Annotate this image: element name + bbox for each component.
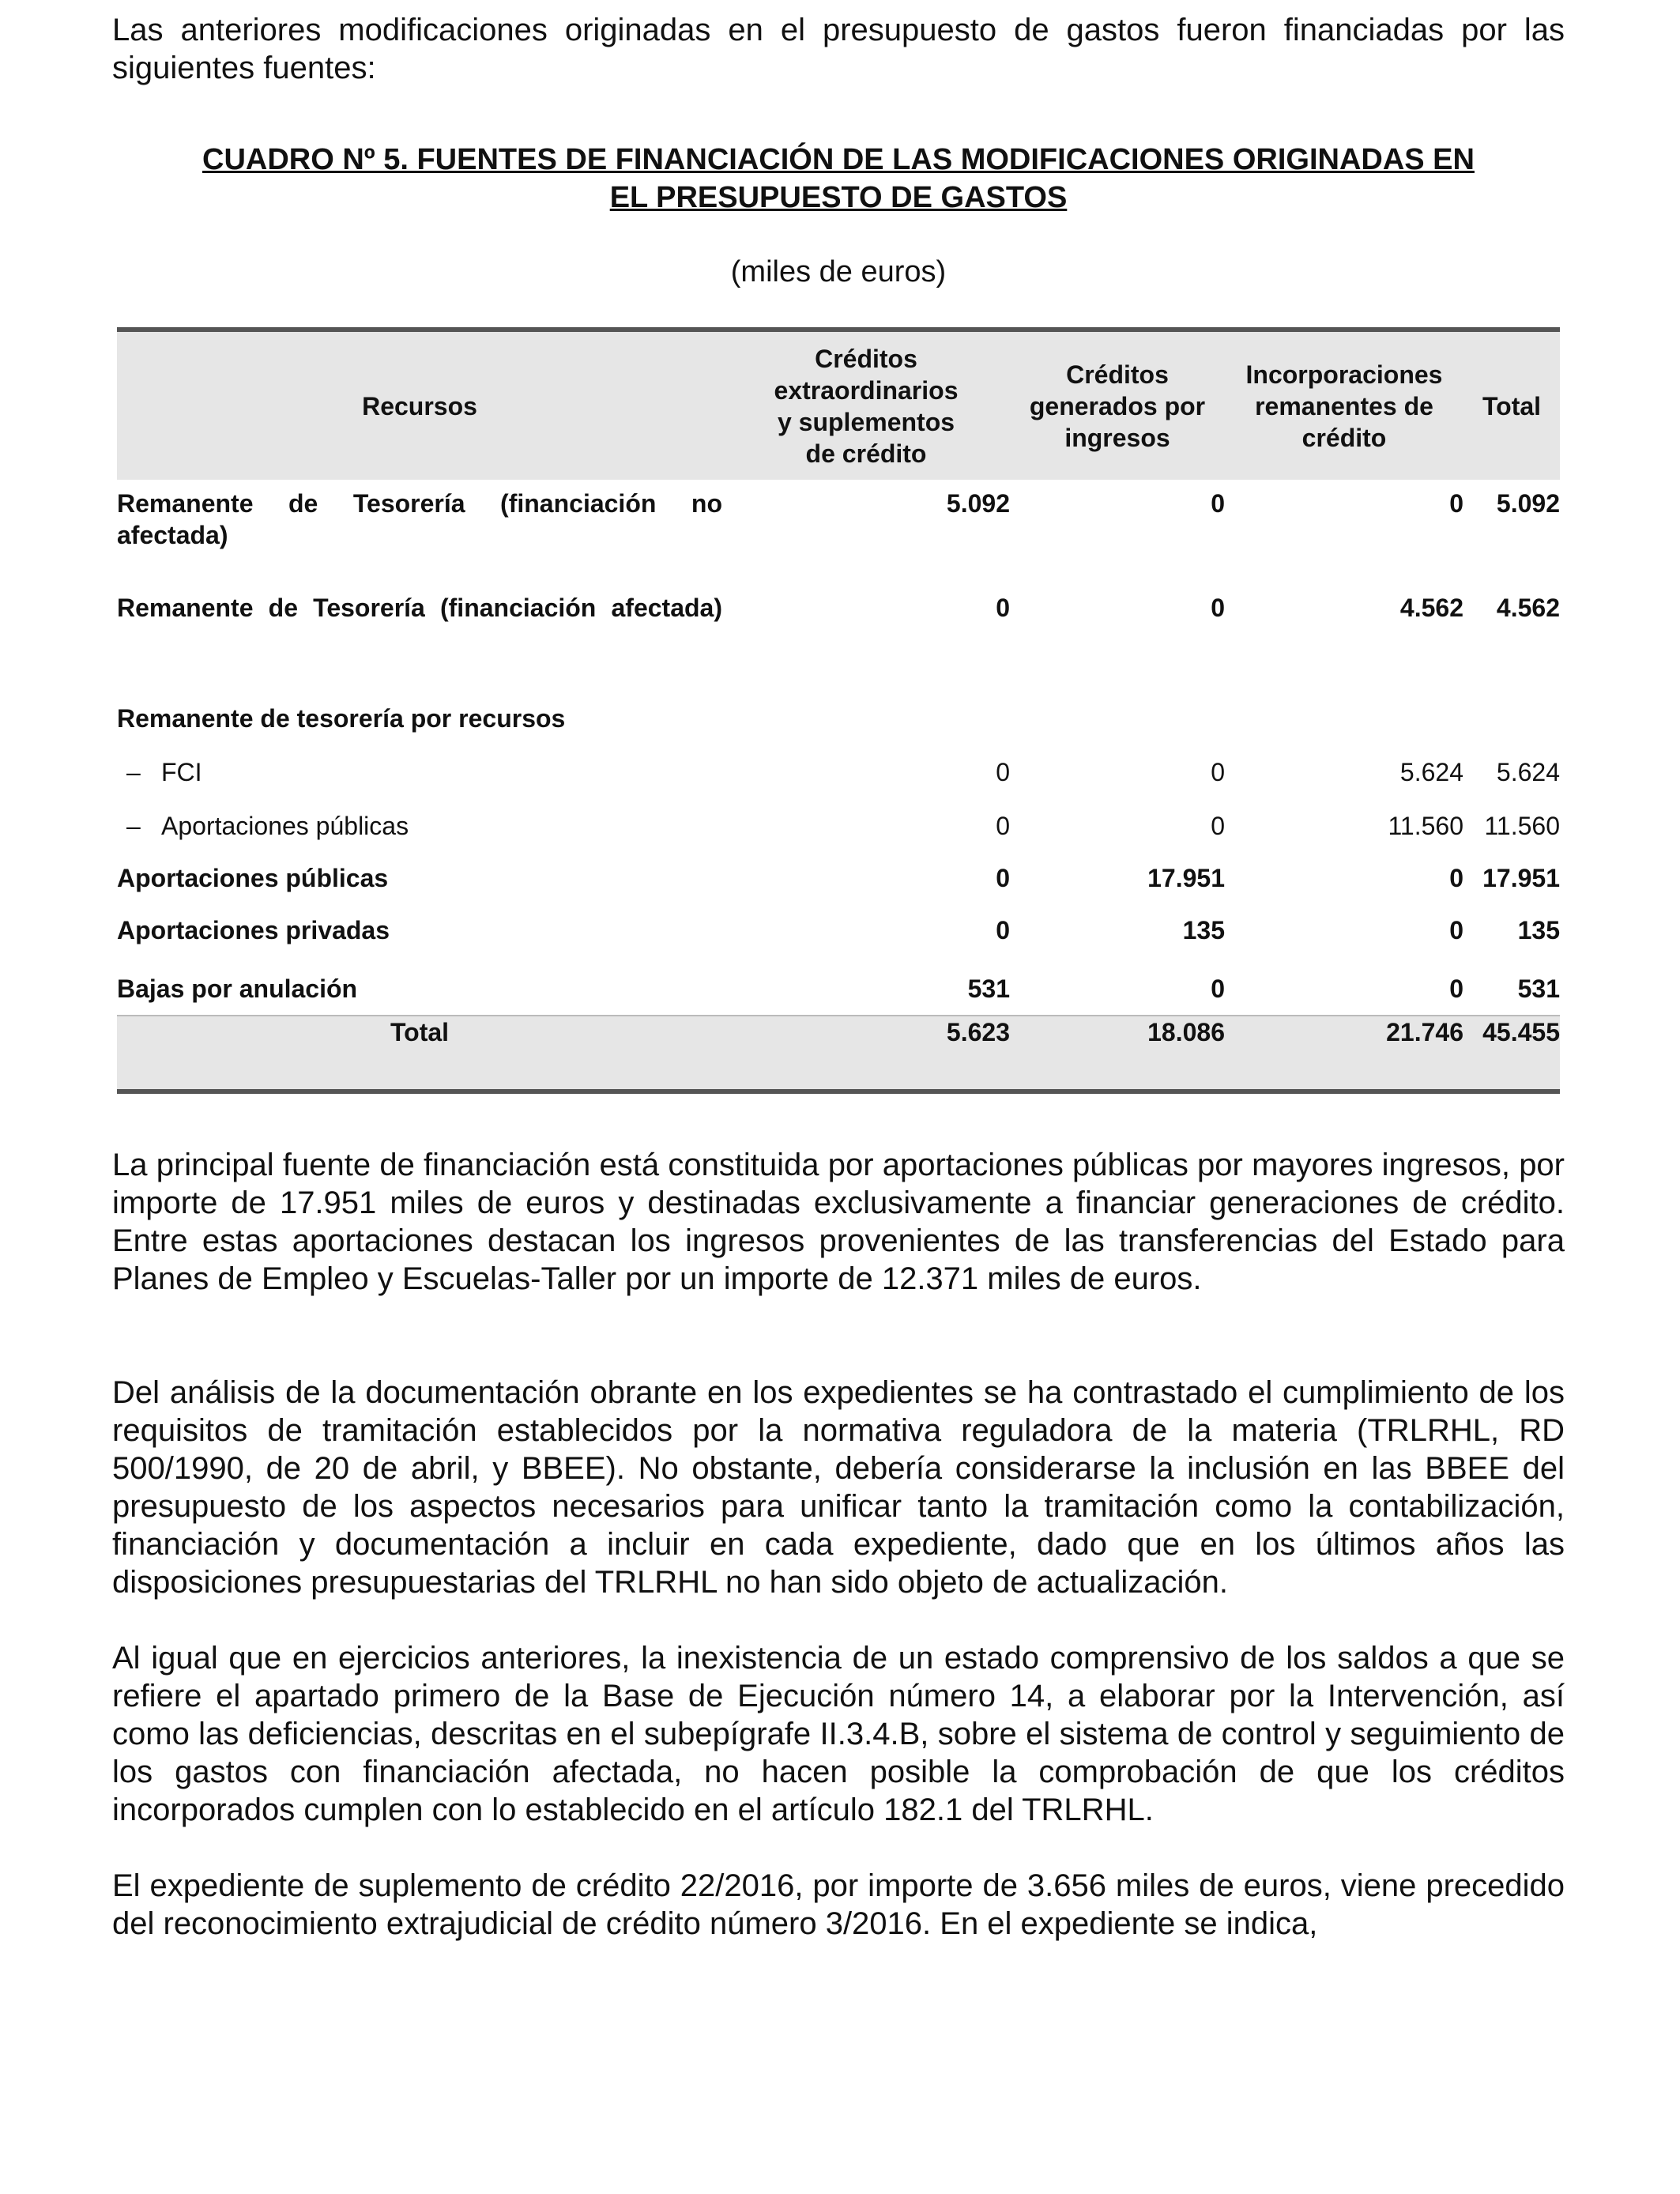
table-title-line1: CUADRO Nº 5. FUENTES DE FINANCIACIÓN DE LAS MODIFICACIONES ORIGINADAS EN (202, 143, 1475, 176)
total-label: Total (390, 1018, 450, 1046)
table-row (117, 756, 1560, 810)
body-paragraph-4: El expediente de suplemento de crédito 22/2016, por importe de 3.656 miles de euros, viene precedido del reconocimiento extrajudicial de crédito número 3/2016. En el expediente se indica, (112, 1868, 1565, 1941)
header-recursos: Recursos (362, 391, 477, 420)
dash-bullet: – (126, 812, 141, 840)
cell-value: 0 (1449, 974, 1463, 1003)
cell-value: 11.560 (1484, 812, 1560, 840)
cell-value: 5.092 (1496, 489, 1560, 518)
table-units: (miles de euros) (730, 255, 947, 288)
row-label: Remanente de Tesorería (financiación afectada) (117, 594, 722, 622)
cell-value: 0 (1449, 489, 1463, 518)
dash-bullet: – (126, 758, 141, 786)
row-label: Aportaciones públicas (117, 864, 389, 892)
cell-value: 0 (1211, 758, 1225, 786)
row-label: Remanente de tesorería por recursos (117, 704, 566, 733)
header-creditos-generados: Créditos generados por ingresos (1029, 360, 1206, 452)
header-incorporaciones: Incorporaciones remanentes de crédito (1245, 360, 1443, 452)
cell-value: 5.624 (1399, 758, 1463, 786)
cell-value: 5.092 (946, 489, 1010, 518)
total-value: 5.623 (946, 1018, 1010, 1046)
cell-value: 531 (967, 974, 1010, 1003)
table-row (117, 703, 1560, 756)
cell-value: 0 (1211, 489, 1225, 518)
table-row (117, 480, 1560, 592)
cell-value: 0 (1449, 864, 1463, 892)
cell-value: 17.951 (1482, 864, 1560, 892)
cell-value: 0 (996, 864, 1010, 892)
total-value: 18.086 (1147, 1018, 1225, 1046)
row-label: – Aportaciones públicas (126, 812, 409, 840)
table-total-row (117, 1016, 1560, 1091)
total-value: 21.746 (1386, 1018, 1463, 1046)
cell-value: 0 (996, 758, 1010, 786)
cell-value: 0 (996, 916, 1010, 944)
table-row (117, 592, 1560, 703)
row-label: Bajas por anulación (117, 974, 358, 1003)
cell-value: 0 (996, 594, 1010, 622)
row-label: Remanente de Tesorería (financiación no afectada) (117, 489, 722, 549)
cell-value: 0 (1211, 812, 1225, 840)
row-label: – FCI (126, 758, 202, 786)
table-row (117, 862, 1560, 914)
table-row (117, 914, 1560, 973)
body-paragraph-1: La principal fuente de financiación está constituida por aportaciones públicas por mayores ingresos, por importe de 17.951 miles de euros y destinadas exclusivamente a financiar generaciones de crédito. Entre estas aportaciones destacan los ingresos provenientes de las transferencias del Estado para Planes de Empleo y Escuelas-Taller por un importe de 12.371 miles de euros. (112, 1148, 1565, 1296)
table-header-row (117, 330, 1560, 480)
table-row (117, 810, 1560, 862)
cell-value: 0 (1211, 594, 1225, 622)
row-label: Aportaciones privadas (117, 916, 390, 944)
total-value: 45.455 (1482, 1018, 1560, 1046)
cell-value: 135 (1182, 916, 1225, 944)
header-total: Total (1482, 391, 1542, 420)
cell-value: 0 (1449, 916, 1463, 944)
cell-value: 0 (996, 812, 1010, 840)
body-paragraph-3: Al igual que en ejercicios anteriores, la inexistencia de un estado comprensivo de los saldos a que se refiere el apartado primero de la Base de Ejecución número 14, a elaborar por la Intervención, así como las deficiencias, descritas en el subepígrafe II.3.4.B, sobre el sistema de control y seguimiento de los gastos con financiación afectada, no hacen posible la comprobación de que los créditos incorporados cumplen con lo establecido en el artículo 182.1 del TRLRHL. (112, 1641, 1565, 1827)
cell-value: 531 (1517, 974, 1560, 1003)
cell-value: 17.951 (1147, 864, 1225, 892)
table-title (112, 141, 1565, 217)
cell-value: 5.624 (1496, 758, 1560, 786)
header-creditos-extraordinarios: Créditos extraordinarios y suplementos de crédito (774, 344, 959, 468)
cell-value: 4.562 (1496, 594, 1560, 622)
table-row (117, 973, 1560, 1016)
body-paragraph-2: Del análisis de la documentación obrante en los expedientes se ha contrastado el cumplimiento de los requisitos de tramitación establecidos por la normativa reguladora de la materia (TRLRHL, RD 500/1990, de 20 de abril, y BBEE). No obstante, debería considerarse la inclusión en las BBEE del presupuesto de los aspectos necesarios para unificar tanto la tramitación como la contabilización, financiación y documentación a incluir en cada expediente, dado que en los últimos años las disposiciones presupuestarias del TRLRHL no han sido objeto de actualización. (112, 1375, 1565, 1600)
cell-value: 4.562 (1399, 594, 1463, 622)
cell-value: 135 (1517, 916, 1560, 944)
financing-table (117, 327, 1560, 1094)
table-title-line2: EL PRESUPUESTO DE GASTOS (609, 181, 1068, 214)
cell-value: 11.560 (1388, 812, 1463, 840)
intro-paragraph: Las anteriores modificaciones originadas en el presupuesto de gastos fueron financiadas por las siguientes fuentes: (112, 13, 1565, 85)
cell-value: 0 (1211, 974, 1225, 1003)
